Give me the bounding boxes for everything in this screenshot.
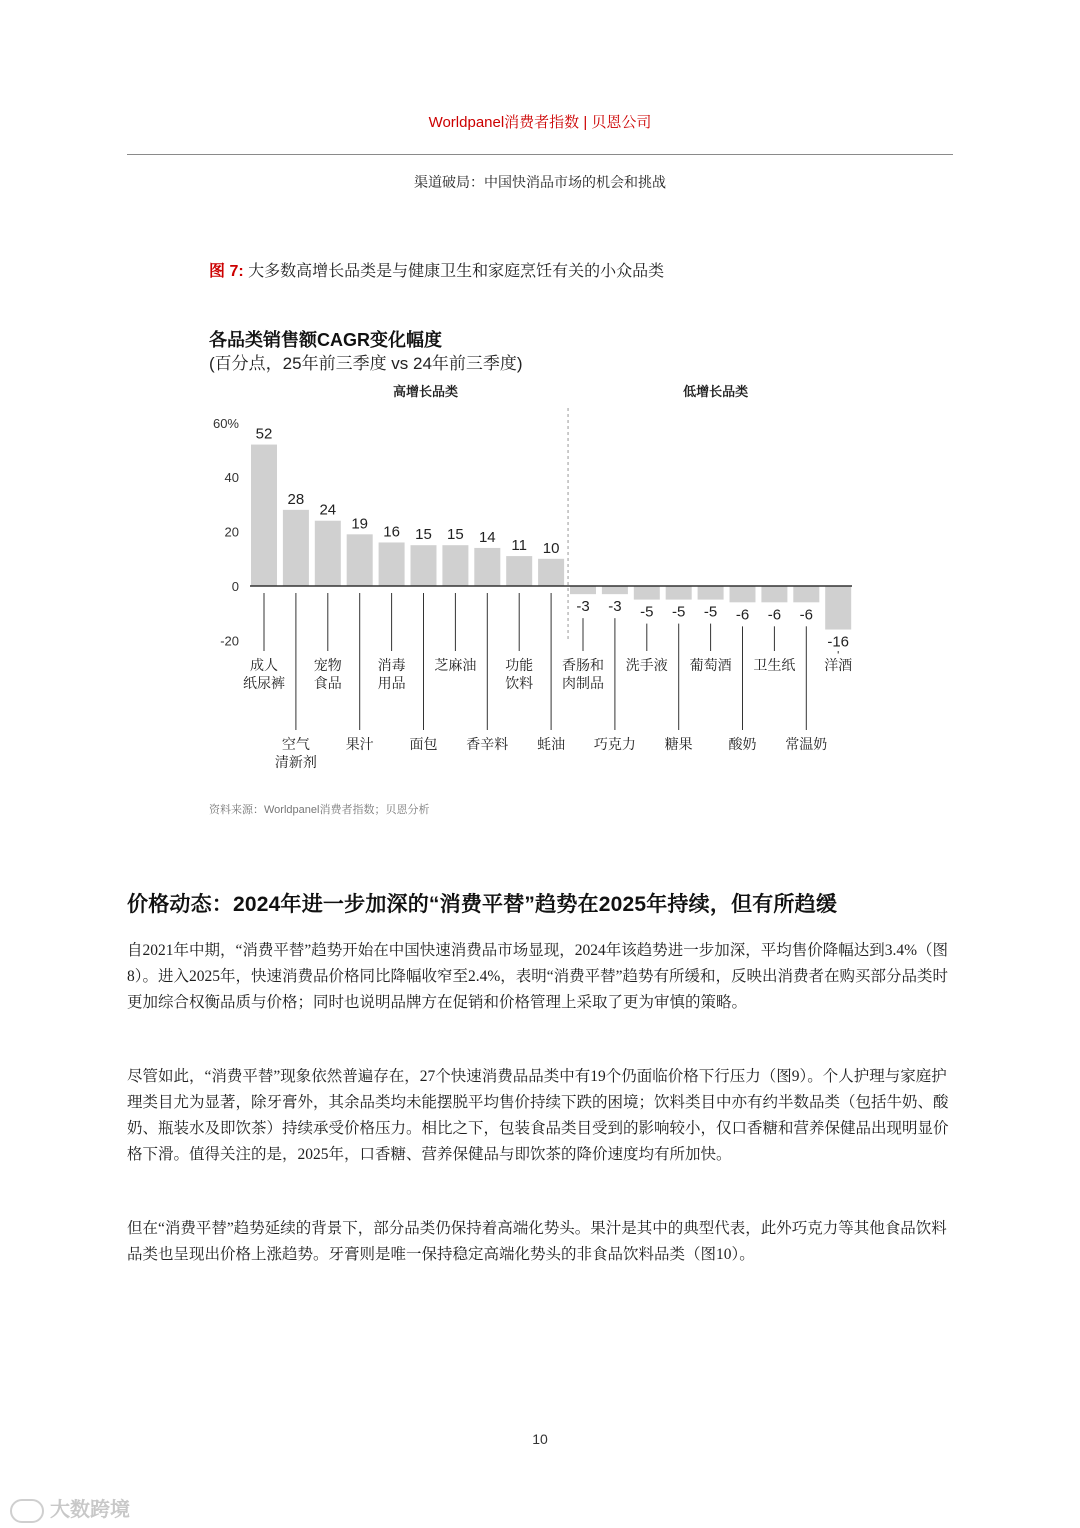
data-label: 10 [542, 539, 560, 557]
data-label: -3 [608, 598, 622, 616]
bar [442, 545, 468, 586]
bar [506, 556, 532, 586]
figure-label: 图 7: [209, 263, 244, 280]
bar [538, 559, 564, 586]
data-label: -16 [827, 633, 850, 651]
header-subtitle: 渠道破局：中国快消品市场的机会和挑战 [414, 174, 666, 190]
data-label: 11 [511, 537, 527, 555]
data-label: 24 [319, 501, 337, 519]
category-label: 纸尿裤 [243, 675, 285, 691]
group-label-high-growth: 高增长品类 [393, 384, 459, 399]
data-label: 16 [383, 523, 400, 541]
body-paragraph-1: 自2021年中期，“消费平替”趋势开始在中国快速消费品市场显现，2024年该趋势进一步加深，平均售价降幅达到3.4%（图8）。进入2025年，快速消费品价格同比降幅收窄至2.4%，表明“消费平替”趋势有所缓和，反映出消费者在购买部分品类时更加综合权衡品质与价格；同时也说明品牌方在促销和价格管理上采取了更为审慎的策略。 [127, 942, 949, 1011]
category-label: 用品 [377, 675, 406, 691]
category-label: 巧克力 [593, 736, 636, 752]
category-label: 蚝油 [537, 736, 566, 752]
bar [379, 542, 405, 586]
bar [793, 586, 819, 602]
category-label: 果汁 [345, 736, 374, 752]
watermark-text: 大数跨境 [50, 1499, 130, 1521]
bar [251, 445, 277, 586]
y-tick-label: 0 [231, 579, 239, 594]
category-label: 酸奶 [728, 736, 757, 752]
bar [411, 545, 437, 586]
category-label: 成人 [250, 657, 278, 673]
category-label: 香辛料 [466, 736, 509, 752]
watermark-logo-icon [10, 1499, 44, 1523]
category-label: 洋酒 [824, 657, 853, 673]
section-heading: 价格动态：2024年进一步加深的“消费平替”趋势在2025年持续，但有所趋缓 [127, 893, 838, 916]
body-paragraph-2: 尽管如此，“消费平替”现象依然普遍存在，27个快速消费品品类中有19个仍面临价格下行压力（图9）。个人护理与家庭护理类目尤为显著，除牙膏外，其余品类均未能摆脱平均售价持续下跌的困境；饮料类目中亦有约半数品类（包括牛奶、酸奶、瓶装水及即饮茶）持续承受价格压力。相比之下，包装食品类目受到的影响较小，仅口香糖和营养保健品出现明显价格下滑。值得关注的是，2025年，口香糖、营养保健品与即饮茶的降价速度均有所加快。 [127, 1068, 949, 1163]
bar [474, 548, 500, 586]
data-label: -6 [799, 606, 813, 624]
category-label: 葡萄酒 [689, 657, 732, 673]
bar [825, 586, 851, 630]
data-label: 19 [351, 515, 369, 533]
bar [634, 586, 660, 600]
bar [761, 586, 787, 602]
figure-caption-text: 大多数高增长品类是与健康卫生和家庭烹饪有关的小众品类 [248, 263, 665, 280]
category-label: 卫生纸 [753, 657, 796, 673]
bar [570, 586, 596, 594]
category-label: 宠物 [313, 657, 342, 673]
category-label: 常温奶 [785, 736, 828, 752]
category-label: 糖果 [664, 736, 693, 752]
y-tick-label: 40 [224, 470, 239, 486]
watermark [10, 1493, 130, 1523]
category-label: 洗手液 [625, 657, 668, 673]
category-label: 芝麻油 [434, 657, 477, 673]
category-label: 饮料 [505, 675, 534, 691]
data-label: -5 [703, 603, 718, 621]
y-tick-label: -20 [220, 633, 239, 649]
data-label: 14 [478, 528, 496, 546]
header-brand: Worldpanel消费者指数 | 贝恩公司 [428, 114, 652, 131]
bar [315, 521, 341, 586]
chart-subtitle: (百分点，25年前三季度 vs 24年前三季度) [209, 354, 523, 373]
chart-title: 各品类销售额CAGR变化幅度 [209, 330, 442, 350]
data-label: -5 [640, 603, 654, 621]
category-label: 食品 [313, 675, 342, 691]
group-label-low-growth: 低增长品类 [683, 384, 749, 399]
bar [698, 586, 724, 600]
page-number: 10 [532, 1431, 548, 1447]
y-tick-label: 20 [224, 524, 239, 540]
data-label: 15 [415, 526, 432, 544]
category-label: 香肠和 [562, 657, 604, 673]
category-label: 清新剂 [274, 754, 317, 770]
y-tick-label: 60% [212, 415, 239, 431]
data-label: -6 [767, 606, 782, 624]
data-label: 15 [447, 526, 464, 544]
data-label: -6 [735, 606, 750, 624]
category-label: 肉制品 [562, 675, 604, 691]
chart-source-note: 资料来源：Worldpanel消费者指数；贝恩分析 [209, 804, 430, 816]
data-label: 28 [287, 490, 305, 508]
category-label: 空气 [281, 736, 310, 752]
bar [283, 510, 309, 586]
bar [602, 586, 628, 594]
data-label: -5 [672, 603, 686, 621]
bar [347, 534, 373, 586]
category-label: 功能 [505, 657, 534, 673]
data-label: 52 [255, 425, 273, 443]
bar [730, 586, 756, 602]
category-label: 面包 [409, 736, 438, 752]
body-paragraph-3: 但在“消费平替”趋势延续的背景下，部分品类仍保持着高端化势头。果汁是其中的典型代表，此外巧克力等其他食品饮料品类也呈现出价格上涨趋势。牙膏则是唯一保持稳定高端化势头的非食品饮料品类（图10）。 [127, 1220, 947, 1263]
category-label: 消毒 [377, 657, 406, 673]
bar [666, 586, 692, 600]
data-label: -3 [576, 598, 590, 616]
